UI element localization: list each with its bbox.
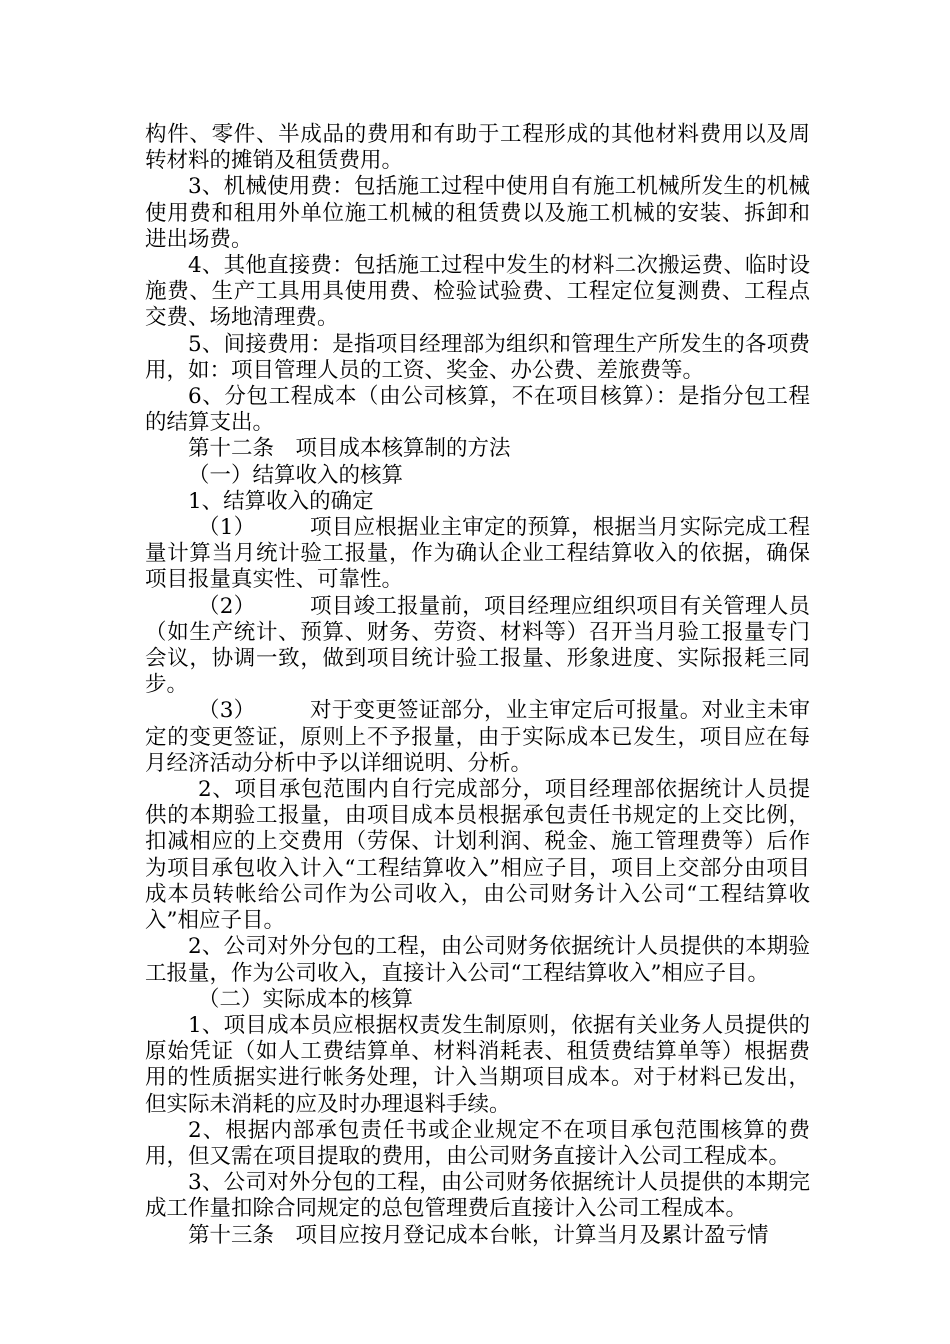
paragraph-company-subcontract-income: 2、公司对外分包的工程，由公司财务依据统计人员提供的本期验工报量，作为公司收入，直接计入公司“工程结算收入”相应子目。 <box>145 934 810 986</box>
paragraph-indirect-cost: 5、间接费用：是指项目经理部为组织和管理生产所发生的各项费用，如：项目管理人员的工资、奖金、办公费、差旅费等。 <box>145 331 810 383</box>
paragraph-materials-cont: 构件、零件、半成品的费用和有助于工程形成的其他材料费用以及周转材料的摊销及租赁费用。 <box>145 122 810 174</box>
paragraph-cost-accounting-2: 2、根据内部承包责任书或企业规定不在项目承包范围核算的费用，但又需在项目提取的费用，由公司财务直接计入公司工程成本。 <box>145 1117 810 1169</box>
paragraph-other-direct-cost: 4、其他直接费：包括施工过程中发生的材料二次搬运费、临时设施费、生产工具用具使用费、检验试验费、工程定位复测费、工程点交费、场地清理费。 <box>145 253 810 331</box>
section-actual-cost-heading: （二）实际成本的核算 <box>198 986 414 1012</box>
paragraph-subcontract-cost: 6、分包工程成本（由公司核算，不在项目核算）：是指分包工程的结算支出。 <box>145 384 810 436</box>
paragraph-cost-accounting-3: 3、公司对外分包的工程，由公司财务依据统计人员提供的本期完成工作量扣除合同规定的总包管理费后直接计入公司工程成本。 <box>145 1170 810 1222</box>
paragraph-machinery-cost: 3、机械使用费：包括施工过程中使用自有施工机械所发生的机械使用费和租用外单位施工机械的租赁费以及施工机械的安装、拆卸和进出场费。 <box>145 174 810 252</box>
paragraph-item-3: （3） 对于变更签证部分，业主审定后可报量。对业主未审定的变更签证，原则上不予报量，由于实际成本已发生，项目应在每月经济活动分析中予以详细说明、分析。 <box>145 698 810 776</box>
section-settlement-income-heading: （一）结算收入的核算 <box>188 462 404 488</box>
document-body <box>145 122 810 1249</box>
article-12-heading: 第十二条 项目成本核算制的方法 <box>188 436 511 462</box>
paragraph-cost-accounting-1: 1、项目成本员应根据权责发生制原则，依据有关业务人员提供的原始凭证（如人工费结算单、材料消耗表、租赁费结算单等）根据费用的性质据实进行帐务处理，计入当期项目成本。对于材料已发出，但实际未消耗的应及时办理退料手续。 <box>145 1012 810 1117</box>
article-13-heading: 第十三条 项目应按月登记成本台帐，计算当月及累计盈亏情 <box>188 1222 769 1248</box>
subsection-income-determination: 1、结算收入的确定 <box>188 488 374 514</box>
paragraph-item-2: （2） 项目竣工报量前，项目经理应组织项目有关管理人员（如生产统计、预算、财务、劳资、材料等）召开当月验工报量专门会议，协调一致，做到项目统计验工报量、形象进度、实际报耗三同步。 <box>145 593 810 698</box>
paragraph-self-completed: 2、项目承包范围内自行完成部分，项目经理部依据统计人员提供的本期验工报量，由项目成本员根据承包责任书规定的上交比例，扣减相应的上交费用（劳保、计划利润、税金、施工管理费等）后作为项目承包收入计入“工程结算收入”相应子目，项目上交部分由项目成本员转帐给公司作为公司收入，由公司财务计入公司“工程结算收入”相应子目。 <box>145 777 810 934</box>
paragraph-item-1: （1） 项目应根据业主审定的预算，根据当月实际完成工程量计算当月统计验工报量，作为确认企业工程结算收入的依据，确保项目报量真实性、可靠性。 <box>145 515 810 593</box>
